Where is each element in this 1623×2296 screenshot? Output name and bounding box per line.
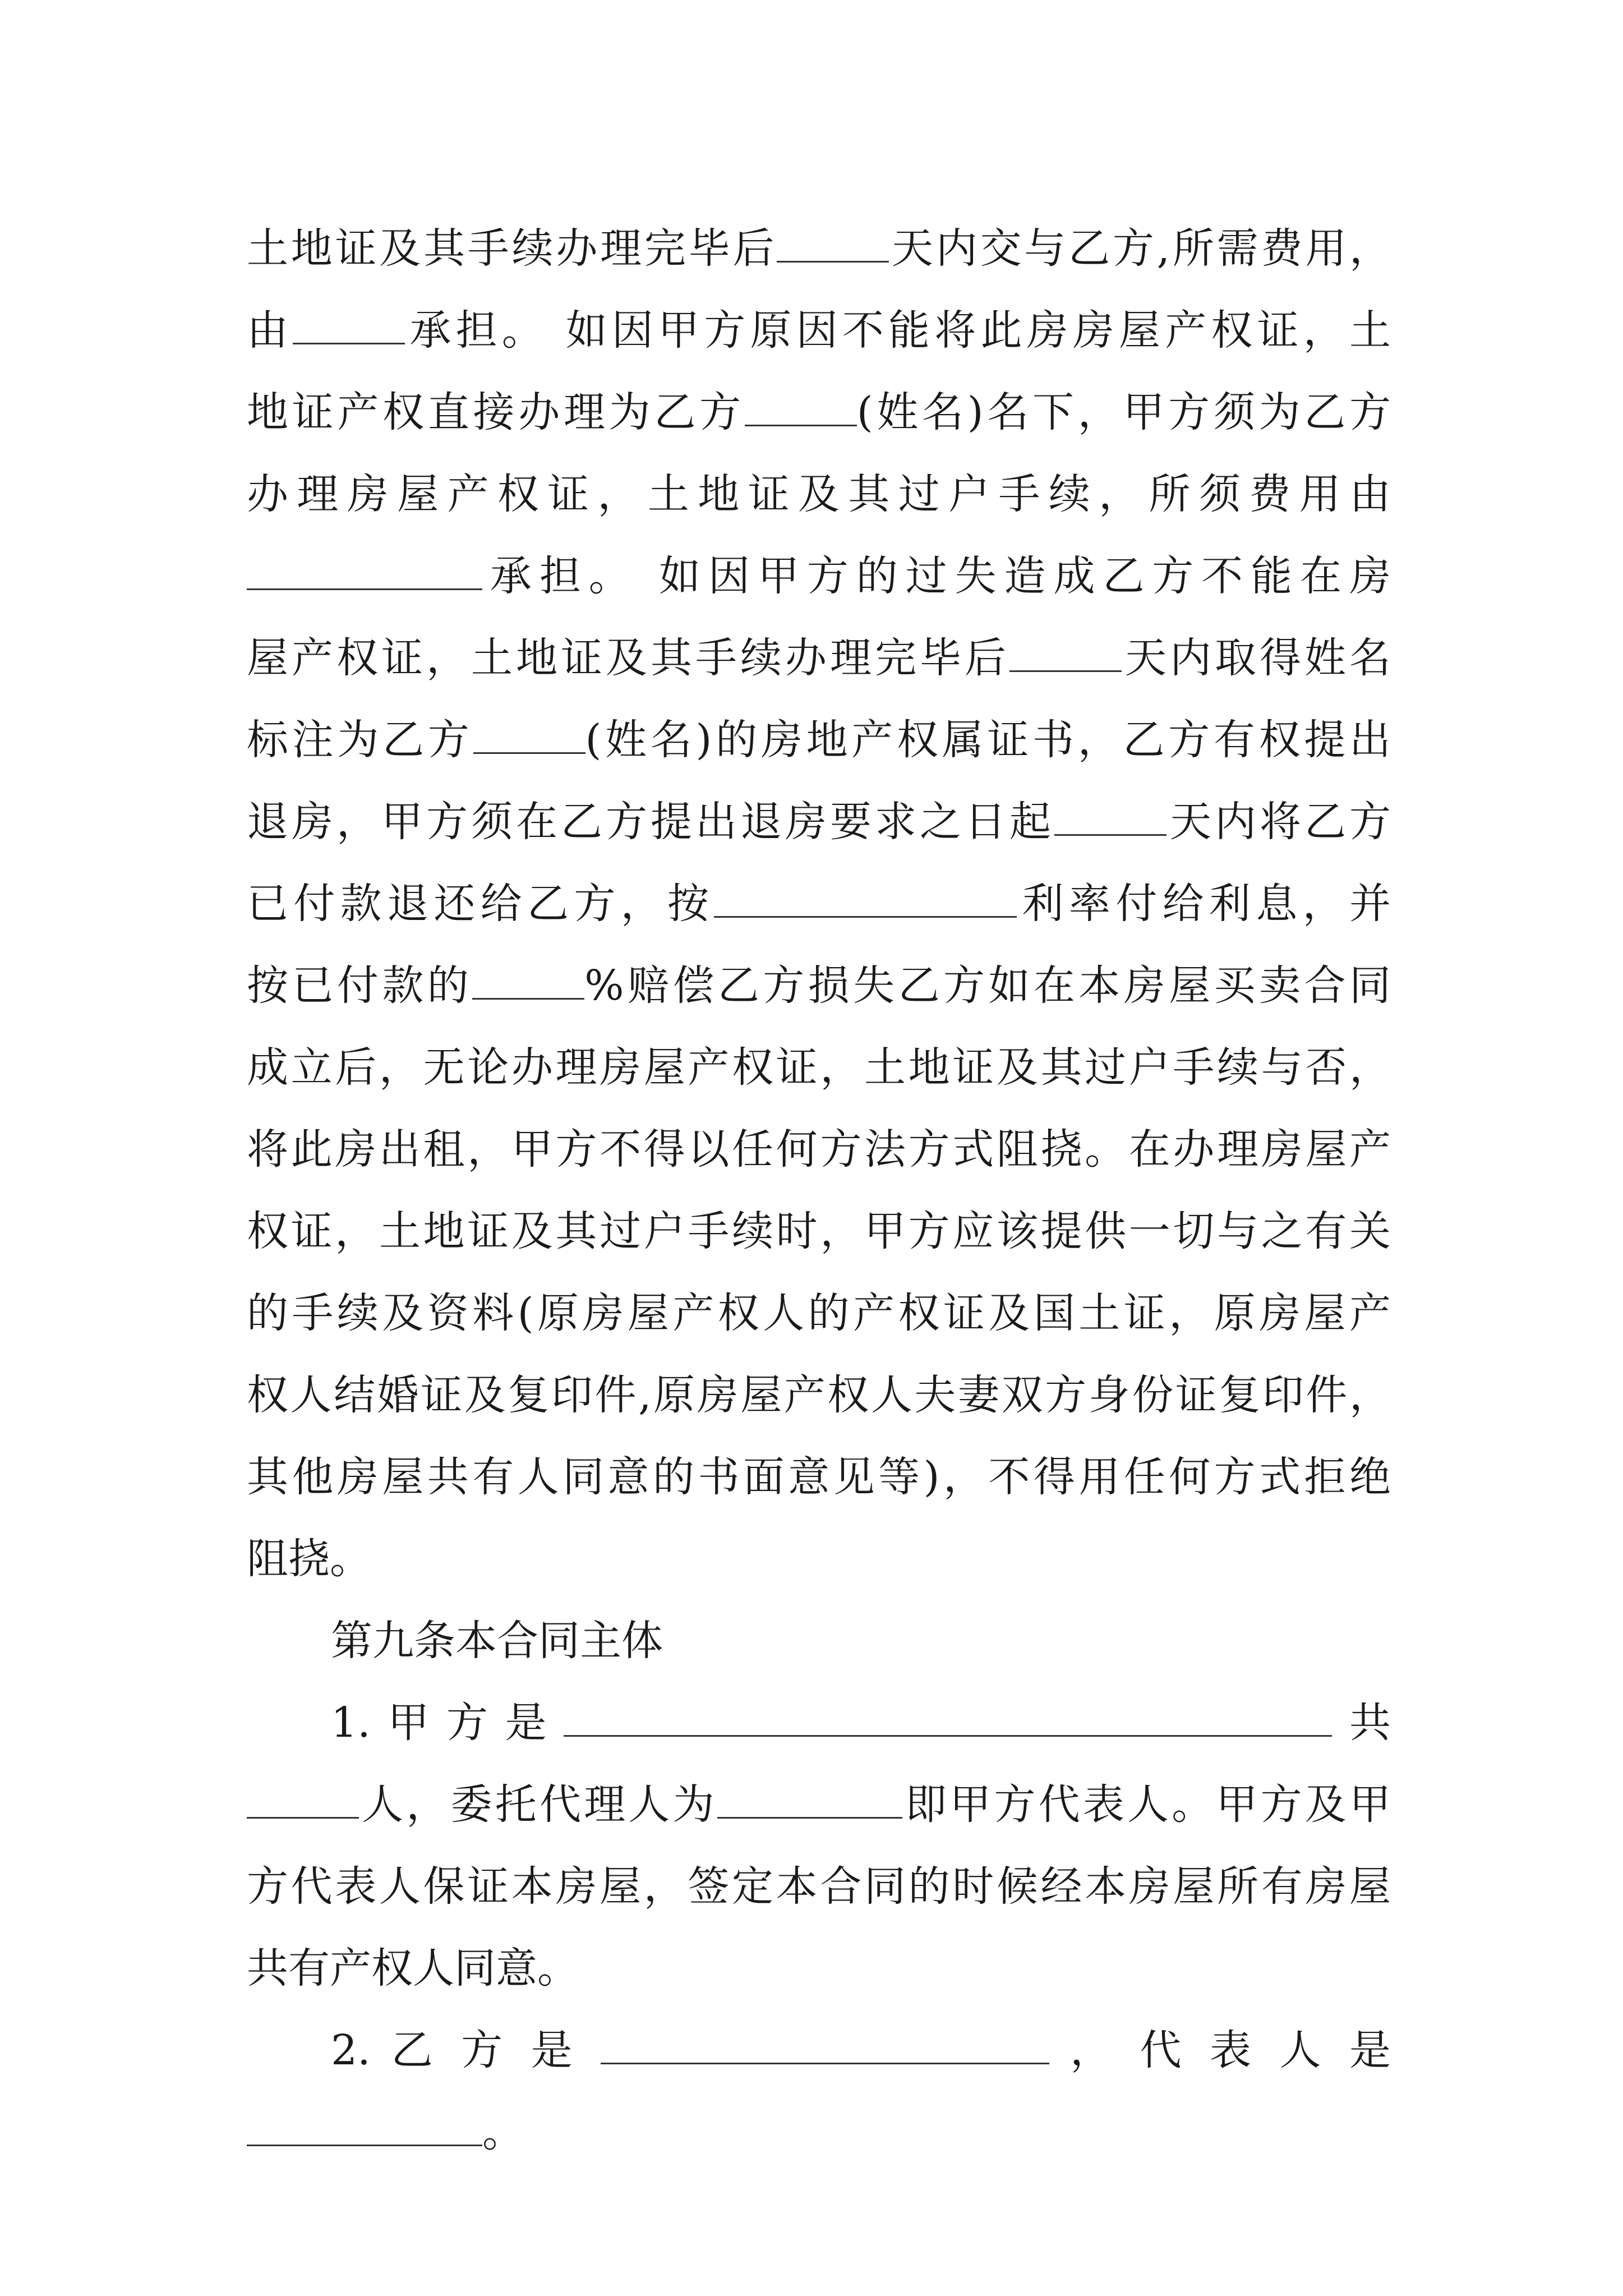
item1-line-4: 共有产权人同意。	[247, 1944, 579, 1993]
fill-blank	[473, 719, 585, 754]
fill-blank	[1009, 637, 1122, 672]
paragraph-line-12: 将此房出租，甲方不得以任何方法方式阻挠。在办理房屋产	[247, 1125, 1391, 1174]
paragraph-line-16: 其他房屋共有人同意的书面意见等)，不得用任何方式拒绝	[247, 1453, 1391, 1501]
paragraph-line-14: 的手续及资料(原房屋产权人的产权证及国土证，原房屋产	[247, 1289, 1391, 1337]
paragraph-line-3: 地证产权直接办理为乙方 (姓名)名下，甲方须为乙方	[247, 388, 1391, 436]
fill-blank	[777, 227, 889, 263]
fill-blank	[247, 555, 482, 590]
paragraph-line-11: 成立后，无论办理房屋产权证，土地证及其过户手续与否，	[247, 1043, 1391, 1092]
paragraph-line-9: 已付款退还给乙方，按 利率付给利息，并	[247, 880, 1391, 928]
article-title: 第九条本合同主体	[331, 1617, 663, 1665]
paragraph-line-15: 权人结婚证及复印件,原房屋产权人夫妻双方身份证复印件，	[247, 1371, 1391, 1419]
fill-blank	[247, 1783, 359, 1819]
item1-line-2: 人，委托代理人为 即甲方代表人。甲方及甲	[247, 1764, 1391, 1846]
paragraph-line-6: 屋产权证，土地证及其手续办理完毕后 天内取得姓名	[247, 634, 1391, 682]
paragraph-line-8: 退房，甲方须在乙方提出退房要求之日起 天内将乙方	[247, 798, 1391, 846]
fill-blank	[293, 309, 405, 344]
fill-blank	[472, 964, 584, 1000]
paragraph-line-13: 权证，土地证及其过户手续时，甲方应该提供一切与之有关	[247, 1207, 1391, 1255]
item2-line-2: 。	[247, 2091, 1391, 2173]
paragraph-line-2: 由 承担。 如因甲方原因不能将此房房屋产权证，土	[247, 306, 1391, 355]
fill-blank	[564, 1701, 1332, 1737]
paragraph-line-17: 阻挠。	[247, 1535, 371, 1583]
document-page	[247, 208, 1391, 2173]
paragraph-line-10: 按已付款的 %赔偿乙方损失乙方如在本房屋买卖合同	[247, 961, 1391, 1010]
fill-blank	[717, 1783, 902, 1819]
fill-blank	[714, 882, 1017, 918]
paragraph-line-7: 标注为乙方 (姓名)的房地产权属证书，乙方有权提出	[247, 716, 1391, 764]
fill-blank	[601, 2029, 1049, 2064]
item1-line-1: 1.甲方是 共	[331, 1699, 1391, 1747]
item2-line-1: 2. 乙 方 是 ， 代 表 人 是	[331, 2026, 1391, 2074]
paragraph-line-1: 土地证及其手续办理完毕后 天内交与乙方,所需费用，	[247, 224, 1391, 273]
item1-line-3: 方代表人保证本房屋，签定本合同的时候经本房屋所有房屋	[247, 1862, 1391, 1911]
fill-blank	[247, 2111, 482, 2146]
paragraph-line-5: 承担。 如因甲方的过失造成乙方不能在房	[247, 535, 1391, 617]
fill-blank	[745, 391, 857, 426]
paragraph-line-4: 办理房屋产权证，土地证及其过户手续，所须费用由	[247, 470, 1391, 518]
fill-blank	[1054, 800, 1166, 836]
